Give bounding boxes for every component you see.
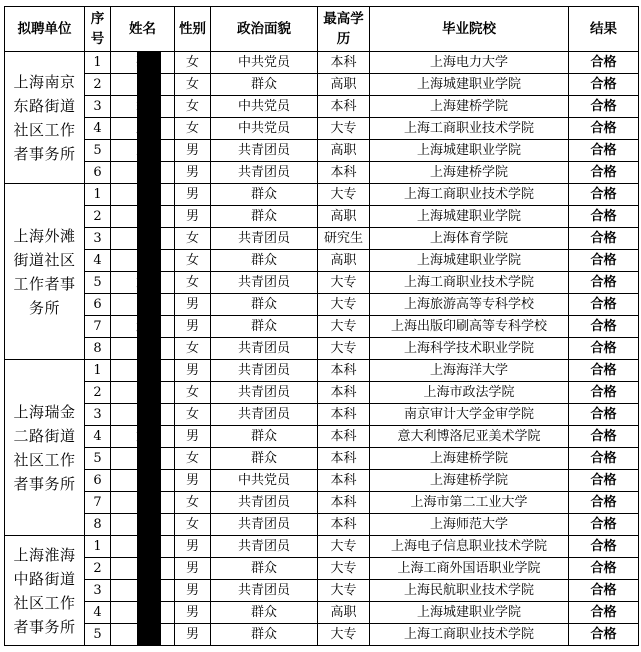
redaction-bar [137,118,161,140]
header-seq: 序号 [85,7,111,52]
cell-gender: 男 [175,470,211,492]
redaction-bar [137,448,161,470]
cell-gender: 男 [175,602,211,624]
cell-name [111,580,175,602]
cell-seq: 6 [85,294,111,316]
cell-gender: 男 [175,624,211,646]
cell-gender: 男 [175,558,211,580]
cell-seq: 2 [85,206,111,228]
header-political: 政治面貌 [211,7,318,52]
cell-edu: 本科 [318,162,370,184]
cell-school: 上海出版印刷高等专科学校 [370,316,569,338]
cell-name [111,228,175,250]
table-row [5,602,639,624]
cell-seq: 6 [85,470,111,492]
redaction-bar [137,360,161,382]
cell-school: 上海建桥学院 [370,470,569,492]
cell-name [111,338,175,360]
cell-political: 共青团员 [211,228,318,250]
cell-edu: 本科 [318,448,370,470]
cell-name [111,250,175,272]
cell-result: 合格 [569,316,639,338]
table-row [5,338,639,360]
cell-seq: 8 [85,514,111,536]
cell-edu: 大专 [318,184,370,206]
cell-seq: 1 [85,52,111,74]
cell-political: 中共党员 [211,118,318,140]
table-row [5,624,639,646]
redaction-bar [137,624,161,646]
table-row [5,448,639,470]
cell-political: 群众 [211,316,318,338]
redaction-bar [137,536,161,558]
cell-edu: 大专 [318,316,370,338]
cell-result: 合格 [569,228,639,250]
cell-name [111,140,175,162]
cell-political: 共青团员 [211,404,318,426]
cell-unit: 上海外滩街道社区工作者事务所 [5,184,85,360]
cell-result: 合格 [569,514,639,536]
cell-name [111,382,175,404]
cell-gender: 女 [175,272,211,294]
cell-edu: 本科 [318,492,370,514]
cell-gender: 女 [175,228,211,250]
cell-name [111,184,175,206]
cell-edu: 高职 [318,250,370,272]
cell-school: 上海建桥学院 [370,162,569,184]
cell-political: 共青团员 [211,514,318,536]
cell-school: 上海城建职业学院 [370,602,569,624]
cell-political: 共青团员 [211,580,318,602]
cell-result: 合格 [569,426,639,448]
cell-name [111,426,175,448]
cell-gender: 男 [175,536,211,558]
cell-school: 上海工商职业技术学院 [370,118,569,140]
cell-edu: 本科 [318,360,370,382]
table-row [5,558,639,580]
cell-school: 上海建桥学院 [370,448,569,470]
cell-gender: 男 [175,206,211,228]
cell-name [111,272,175,294]
table-row [5,360,639,382]
cell-political: 中共党员 [211,52,318,74]
table-row [5,250,639,272]
cell-gender: 男 [175,294,211,316]
table-row [5,96,639,118]
table-row [5,470,639,492]
redaction-bar [137,426,161,448]
cell-result: 合格 [569,52,639,74]
cell-school: 上海工商外国语职业学院 [370,558,569,580]
redaction-bar [137,492,161,514]
header-gender: 性别 [175,7,211,52]
cell-school: 上海市政法学院 [370,382,569,404]
cell-school: 意大利博洛尼亚美术学院 [370,426,569,448]
cell-name [111,492,175,514]
cell-edu: 大专 [318,624,370,646]
cell-seq: 4 [85,118,111,140]
cell-school: 上海电力大学 [370,52,569,74]
cell-political: 共青团员 [211,140,318,162]
cell-school: 上海市第二工业大学 [370,492,569,514]
cell-seq: 3 [85,580,111,602]
cell-school: 上海电子信息职业技术学院 [370,536,569,558]
cell-name [111,118,175,140]
cell-gender: 女 [175,250,211,272]
table-row [5,140,639,162]
cell-political: 共青团员 [211,492,318,514]
cell-political: 群众 [211,250,318,272]
cell-political: 群众 [211,448,318,470]
redaction-bar [137,52,161,74]
cell-edu: 本科 [318,52,370,74]
cell-edu: 大专 [318,338,370,360]
cell-edu: 高职 [318,74,370,96]
cell-school: 南京审计大学金审学院 [370,404,569,426]
table-row [5,536,639,558]
cell-school: 上海城建职业学院 [370,250,569,272]
cell-edu: 本科 [318,96,370,118]
header-school: 毕业院校 [370,7,569,52]
cell-result: 合格 [569,470,639,492]
cell-result: 合格 [569,162,639,184]
cell-edu: 本科 [318,426,370,448]
cell-gender: 男 [175,184,211,206]
table-row [5,162,639,184]
cell-gender: 女 [175,514,211,536]
table-row [5,580,639,602]
cell-result: 合格 [569,184,639,206]
cell-result: 合格 [569,206,639,228]
table-row [5,316,639,338]
cell-name [111,316,175,338]
cell-gender: 男 [175,316,211,338]
header-result: 结果 [569,7,639,52]
cell-name [111,52,175,74]
cell-political: 共青团员 [211,536,318,558]
redaction-bar [137,316,161,338]
cell-result: 合格 [569,602,639,624]
cell-name [111,162,175,184]
cell-result: 合格 [569,272,639,294]
cell-result: 合格 [569,492,639,514]
table-row [5,514,639,536]
cell-result: 合格 [569,74,639,96]
cell-name [111,206,175,228]
cell-gender: 女 [175,96,211,118]
redaction-bar [137,580,161,602]
cell-gender: 女 [175,52,211,74]
cell-edu: 本科 [318,404,370,426]
redaction-bar [137,74,161,96]
cell-name [111,74,175,96]
cell-political: 共青团员 [211,360,318,382]
cell-political: 共青团员 [211,272,318,294]
cell-school: 上海城建职业学院 [370,206,569,228]
cell-gender: 女 [175,448,211,470]
redaction-bar [137,382,161,404]
redaction-bar [137,602,161,624]
cell-result: 合格 [569,448,639,470]
cell-result: 合格 [569,96,639,118]
cell-seq: 7 [85,316,111,338]
cell-result: 合格 [569,250,639,272]
cell-name [111,96,175,118]
cell-political: 群众 [211,206,318,228]
redaction-bar [137,404,161,426]
redaction-bar [137,206,161,228]
cell-school: 上海师范大学 [370,514,569,536]
cell-name [111,470,175,492]
table-body [5,52,639,646]
cell-school: 上海工商职业技术学院 [370,272,569,294]
cell-political: 群众 [211,294,318,316]
table-row [5,74,639,96]
recruitment-table [4,6,639,646]
table-row [5,492,639,514]
cell-seq: 1 [85,360,111,382]
cell-edu: 本科 [318,470,370,492]
cell-unit: 上海瑞金二路街道社区工作者事务所 [5,360,85,536]
cell-seq: 2 [85,382,111,404]
cell-gender: 男 [175,426,211,448]
cell-edu: 高职 [318,206,370,228]
cell-edu: 本科 [318,514,370,536]
cell-edu: 大专 [318,536,370,558]
redaction-bar [137,294,161,316]
cell-political: 群众 [211,558,318,580]
cell-gender: 女 [175,492,211,514]
cell-edu: 大专 [318,294,370,316]
cell-political: 中共党员 [211,470,318,492]
redaction-bar [137,96,161,118]
table-row [5,426,639,448]
cell-political: 共青团员 [211,162,318,184]
cell-gender: 女 [175,382,211,404]
cell-school: 上海海洋大学 [370,360,569,382]
cell-seq: 2 [85,74,111,96]
cell-political: 中共党员 [211,96,318,118]
cell-unit: 上海淮海中路街道社区工作者事务所 [5,536,85,646]
redaction-bar [137,162,161,184]
cell-result: 合格 [569,294,639,316]
cell-political: 共青团员 [211,382,318,404]
cell-result: 合格 [569,338,639,360]
cell-gender: 男 [175,162,211,184]
redaction-bar [137,140,161,162]
cell-seq: 5 [85,140,111,162]
cell-gender: 女 [175,404,211,426]
cell-seq: 4 [85,426,111,448]
cell-edu: 大专 [318,558,370,580]
redaction-bar [137,184,161,206]
cell-political: 群众 [211,624,318,646]
table-row [5,382,639,404]
table-row [5,206,639,228]
cell-seq: 3 [85,228,111,250]
cell-seq: 6 [85,162,111,184]
cell-political: 群众 [211,74,318,96]
cell-result: 合格 [569,382,639,404]
cell-name [111,624,175,646]
cell-result: 合格 [569,624,639,646]
redaction-bar [137,228,161,250]
header-edu: 最高学历 [318,7,370,52]
cell-edu: 大专 [318,580,370,602]
cell-name [111,448,175,470]
cell-school: 上海民航职业技术学院 [370,580,569,602]
table-row [5,228,639,250]
cell-political: 群众 [211,426,318,448]
redaction-bar [137,558,161,580]
cell-school: 上海建桥学院 [370,96,569,118]
cell-edu: 大专 [318,272,370,294]
redaction-bar [137,470,161,492]
table-row [5,52,639,74]
cell-result: 合格 [569,536,639,558]
table-row [5,184,639,206]
cell-gender: 女 [175,118,211,140]
cell-seq: 3 [85,96,111,118]
cell-seq: 3 [85,404,111,426]
cell-name [111,602,175,624]
table-row [5,272,639,294]
cell-name [111,294,175,316]
cell-seq: 7 [85,492,111,514]
table-row [5,294,639,316]
redaction-bar [137,250,161,272]
cell-result: 合格 [569,404,639,426]
cell-school: 上海科学技术职业学院 [370,338,569,360]
cell-seq: 8 [85,338,111,360]
cell-unit: 上海南京东路街道社区工作者事务所 [5,52,85,184]
cell-edu: 研究生 [318,228,370,250]
cell-result: 合格 [569,558,639,580]
cell-school: 上海城建职业学院 [370,74,569,96]
cell-school: 上海体育学院 [370,228,569,250]
cell-name [111,514,175,536]
cell-gender: 女 [175,74,211,96]
cell-school: 上海城建职业学院 [370,140,569,162]
cell-edu: 高职 [318,140,370,162]
cell-result: 合格 [569,118,639,140]
header-unit: 拟聘单位 [5,7,85,52]
cell-name [111,536,175,558]
cell-result: 合格 [569,140,639,162]
cell-seq: 4 [85,602,111,624]
table-row [5,118,639,140]
cell-name [111,360,175,382]
cell-school: 上海工商职业技术学院 [370,184,569,206]
redaction-bar [137,272,161,294]
cell-seq: 2 [85,558,111,580]
cell-gender: 男 [175,580,211,602]
cell-gender: 男 [175,360,211,382]
cell-edu: 高职 [318,602,370,624]
redaction-bar [137,338,161,360]
cell-seq: 5 [85,272,111,294]
cell-school: 上海旅游高等专科学校 [370,294,569,316]
cell-edu: 大专 [318,118,370,140]
cell-seq: 5 [85,624,111,646]
cell-name [111,558,175,580]
cell-political: 群众 [211,184,318,206]
cell-political: 共青团员 [211,338,318,360]
cell-seq: 4 [85,250,111,272]
cell-result: 合格 [569,580,639,602]
cell-edu: 本科 [318,382,370,404]
header-row [5,7,639,52]
redaction-bar [137,514,161,536]
cell-name [111,404,175,426]
cell-seq: 1 [85,536,111,558]
table-row [5,404,639,426]
cell-seq: 5 [85,448,111,470]
cell-gender: 女 [175,338,211,360]
cell-political: 群众 [211,602,318,624]
cell-result: 合格 [569,360,639,382]
cell-gender: 男 [175,140,211,162]
cell-school: 上海工商职业技术学院 [370,624,569,646]
header-name: 姓名 [111,7,175,52]
cell-seq: 1 [85,184,111,206]
